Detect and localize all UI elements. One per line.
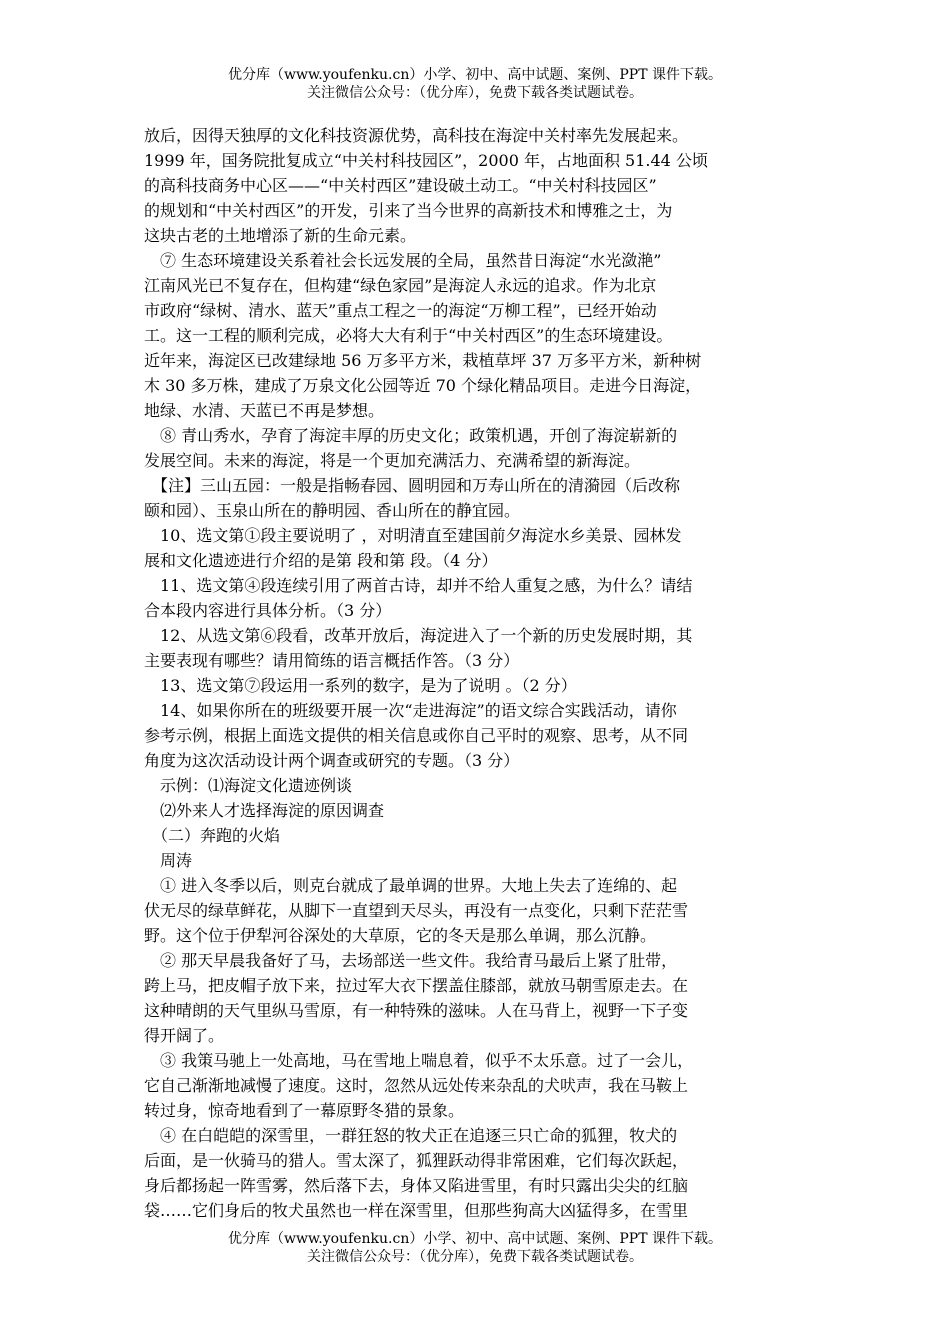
section-title: （二）奔跑的火焰 xyxy=(144,826,281,845)
text-line: 袋……它们身后的牧犬虽然也一样在深雪里，但那些狗高大凶猛得多，在雪里 xyxy=(144,1201,689,1220)
header-line-2: 关注微信公众号：（优分库），免费下载各类试题试卷。 xyxy=(307,85,643,101)
header-line-1: 优分库（www.youfenku.cn）小学、初中、高中试题、案例、PPT 课件下载。 xyxy=(227,67,722,83)
text-line: ③ 我策马驰上一处高地，马在雪地上喘息着，似乎不太乐意。过了一会儿， xyxy=(144,1051,694,1070)
text-line: 发展空间。未来的海淀，将是一个更加充满活力、充满希望的新海淀。 xyxy=(144,451,641,470)
page-header xyxy=(0,66,950,102)
text-line: 这块古老的土地增添了新的生命元素。 xyxy=(144,226,417,245)
question-line: 参考示例，根据上面选文提供的相关信息或你自己平时的观察、思考，从不同 xyxy=(144,726,689,745)
note-line: 【注】三山五园：一般是指畅春园、圆明园和万寿山所在的清漪园（后改称 xyxy=(144,476,681,495)
text-line: ① 进入冬季以后，则克台就成了最单调的世界。大地上失去了连绵的、起 xyxy=(144,876,678,895)
note-line: 颐和园）、玉泉山所在的静明园、香山所在的静宜园。 xyxy=(144,501,521,520)
question-line: 10、选文第①段主要说明了 ，对明清直至建国前夕海淀水乡美景、园林发 xyxy=(144,526,682,545)
text-line: 跨上马，把皮帽子放下来，拉过军大衣下摆盖住膝部，就放马朝雪原走去。在 xyxy=(144,976,689,995)
question-line: 合本段内容进行具体分析。（3 分） xyxy=(144,601,392,620)
question-line: 主要表现有哪些？请用简练的语言概括作答。（3 分） xyxy=(144,651,520,670)
example-line: 示例：⑴海淀文化遗迹例谈 xyxy=(144,776,353,795)
text-line: 工。这一工程的顺利完成，必将大大有利于“中关村西区”的生态环境建设。 xyxy=(144,326,673,345)
text-line: 野。这个位于伊犁河谷深处的大草原，它的冬天是那么单调，那么沉静。 xyxy=(144,926,657,945)
text-line: 1999 年，国务院批复成立“中关村科技园区”，2000 年，占地面积 51.44 公顷 xyxy=(144,151,708,170)
question-line: 展和文化遗迹进行介绍的是第 段和第 段。（4 分） xyxy=(144,551,498,570)
text-line: 近年来，海淀区已改建绿地 56 万多平方米，栽植草坪 37 万多平方米，新种树 xyxy=(144,351,702,370)
example-line: ⑵外来人才选择海淀的原因调查 xyxy=(144,801,385,820)
text-line: 地绿、水清、天蓝已不再是梦想。 xyxy=(144,401,385,420)
text-line: 伏无尽的绿草鲜花，从脚下一直望到天尽头，再没有一点变化，只剩下茫茫雪 xyxy=(144,901,689,920)
text-line: 市政府“绿树、清水、蓝天”重点工程之一的海淀“万柳工程”，已经开始动 xyxy=(144,301,657,320)
question-line: 11、选文第④段连续引用了两首古诗，却并不给人重复之感，为什么？请结 xyxy=(144,576,693,595)
text-line: 转过身，惊奇地看到了一幕原野冬猎的景象。 xyxy=(144,1101,465,1120)
question-line: 角度为这次活动设计两个调查或研究的专题。（3 分） xyxy=(144,751,520,770)
text-line: 后面，是一伙骑马的猎人。雪太深了，狐狸跃动得非常困难，它们每次跃起， xyxy=(144,1151,689,1170)
text-line: 身后都扬起一阵雪雾，然后落下去，身体又陷进雪里，有时只露出尖尖的红脑 xyxy=(144,1176,689,1195)
text-line: 的高科技商务中心区——“中关村西区”建设破土动工。“中关村科技园区” xyxy=(144,176,657,195)
text-line: 得开阔了。 xyxy=(144,1026,225,1045)
text-line: ⑧ 青山秀水，孕育了海淀丰厚的历史文化；政策机遇，开创了海淀崭新的 xyxy=(144,426,678,445)
text-line: 这种晴朗的天气里纵马雪原，有一种特殊的滋味。人在马背上，视野一下子变 xyxy=(144,1001,689,1020)
question-line: 13、选文第⑦段运用一系列的数字，是为了说明 。（2 分） xyxy=(144,676,577,695)
text-line: ④ 在白皑皑的深雪里，一群狂怒的牧犬正在追逐三只亡命的狐狸，牧犬的 xyxy=(144,1126,678,1145)
text-line: 江南风光已不复存在，但构建“绿色家园”是海淀人永远的追求。作为北京 xyxy=(144,276,657,295)
text-line: ② 那天早晨我备好了马，去场部送一些文件。我给青马最后上紧了肚带， xyxy=(144,951,678,970)
text-line: 放后，因得天独厚的文化科技资源优势，高科技在海淀中关村率先发展起来。 xyxy=(144,126,689,145)
page-footer xyxy=(0,1230,950,1266)
author-name: 周涛 xyxy=(144,851,193,870)
question-line: 14、如果你所在的班级要开展一次“走进海淀”的语文综合实践活动，请你 xyxy=(144,701,677,720)
footer-line-2: 关注微信公众号：（优分库），免费下载各类试题试卷。 xyxy=(307,1249,643,1265)
text-line: ⑦ 生态环境建设关系着社会长远发展的全局，虽然昔日海淀“水光潋滟” xyxy=(144,251,662,270)
text-line: 木 30 多万株，建成了万泉文化公园等近 70 个绿化精品项目。走进今日海淀， xyxy=(144,376,702,395)
question-line: 12、从选文第⑥段看，改革开放后，海淀进入了一个新的历史发展时期，其 xyxy=(144,626,693,645)
footer-line-1: 优分库（www.youfenku.cn）小学、初中、高中试题、案例、PPT 课件下载。 xyxy=(227,1231,722,1247)
document-body xyxy=(144,123,810,1223)
text-line: 的规划和“中关村西区”的开发，引来了当今世界的高新技术和博雅之士，为 xyxy=(144,201,673,220)
text-line: 它自己渐渐地减慢了速度。这时，忽然从远处传来杂乱的犬吠声，我在马鞍上 xyxy=(144,1076,689,1095)
